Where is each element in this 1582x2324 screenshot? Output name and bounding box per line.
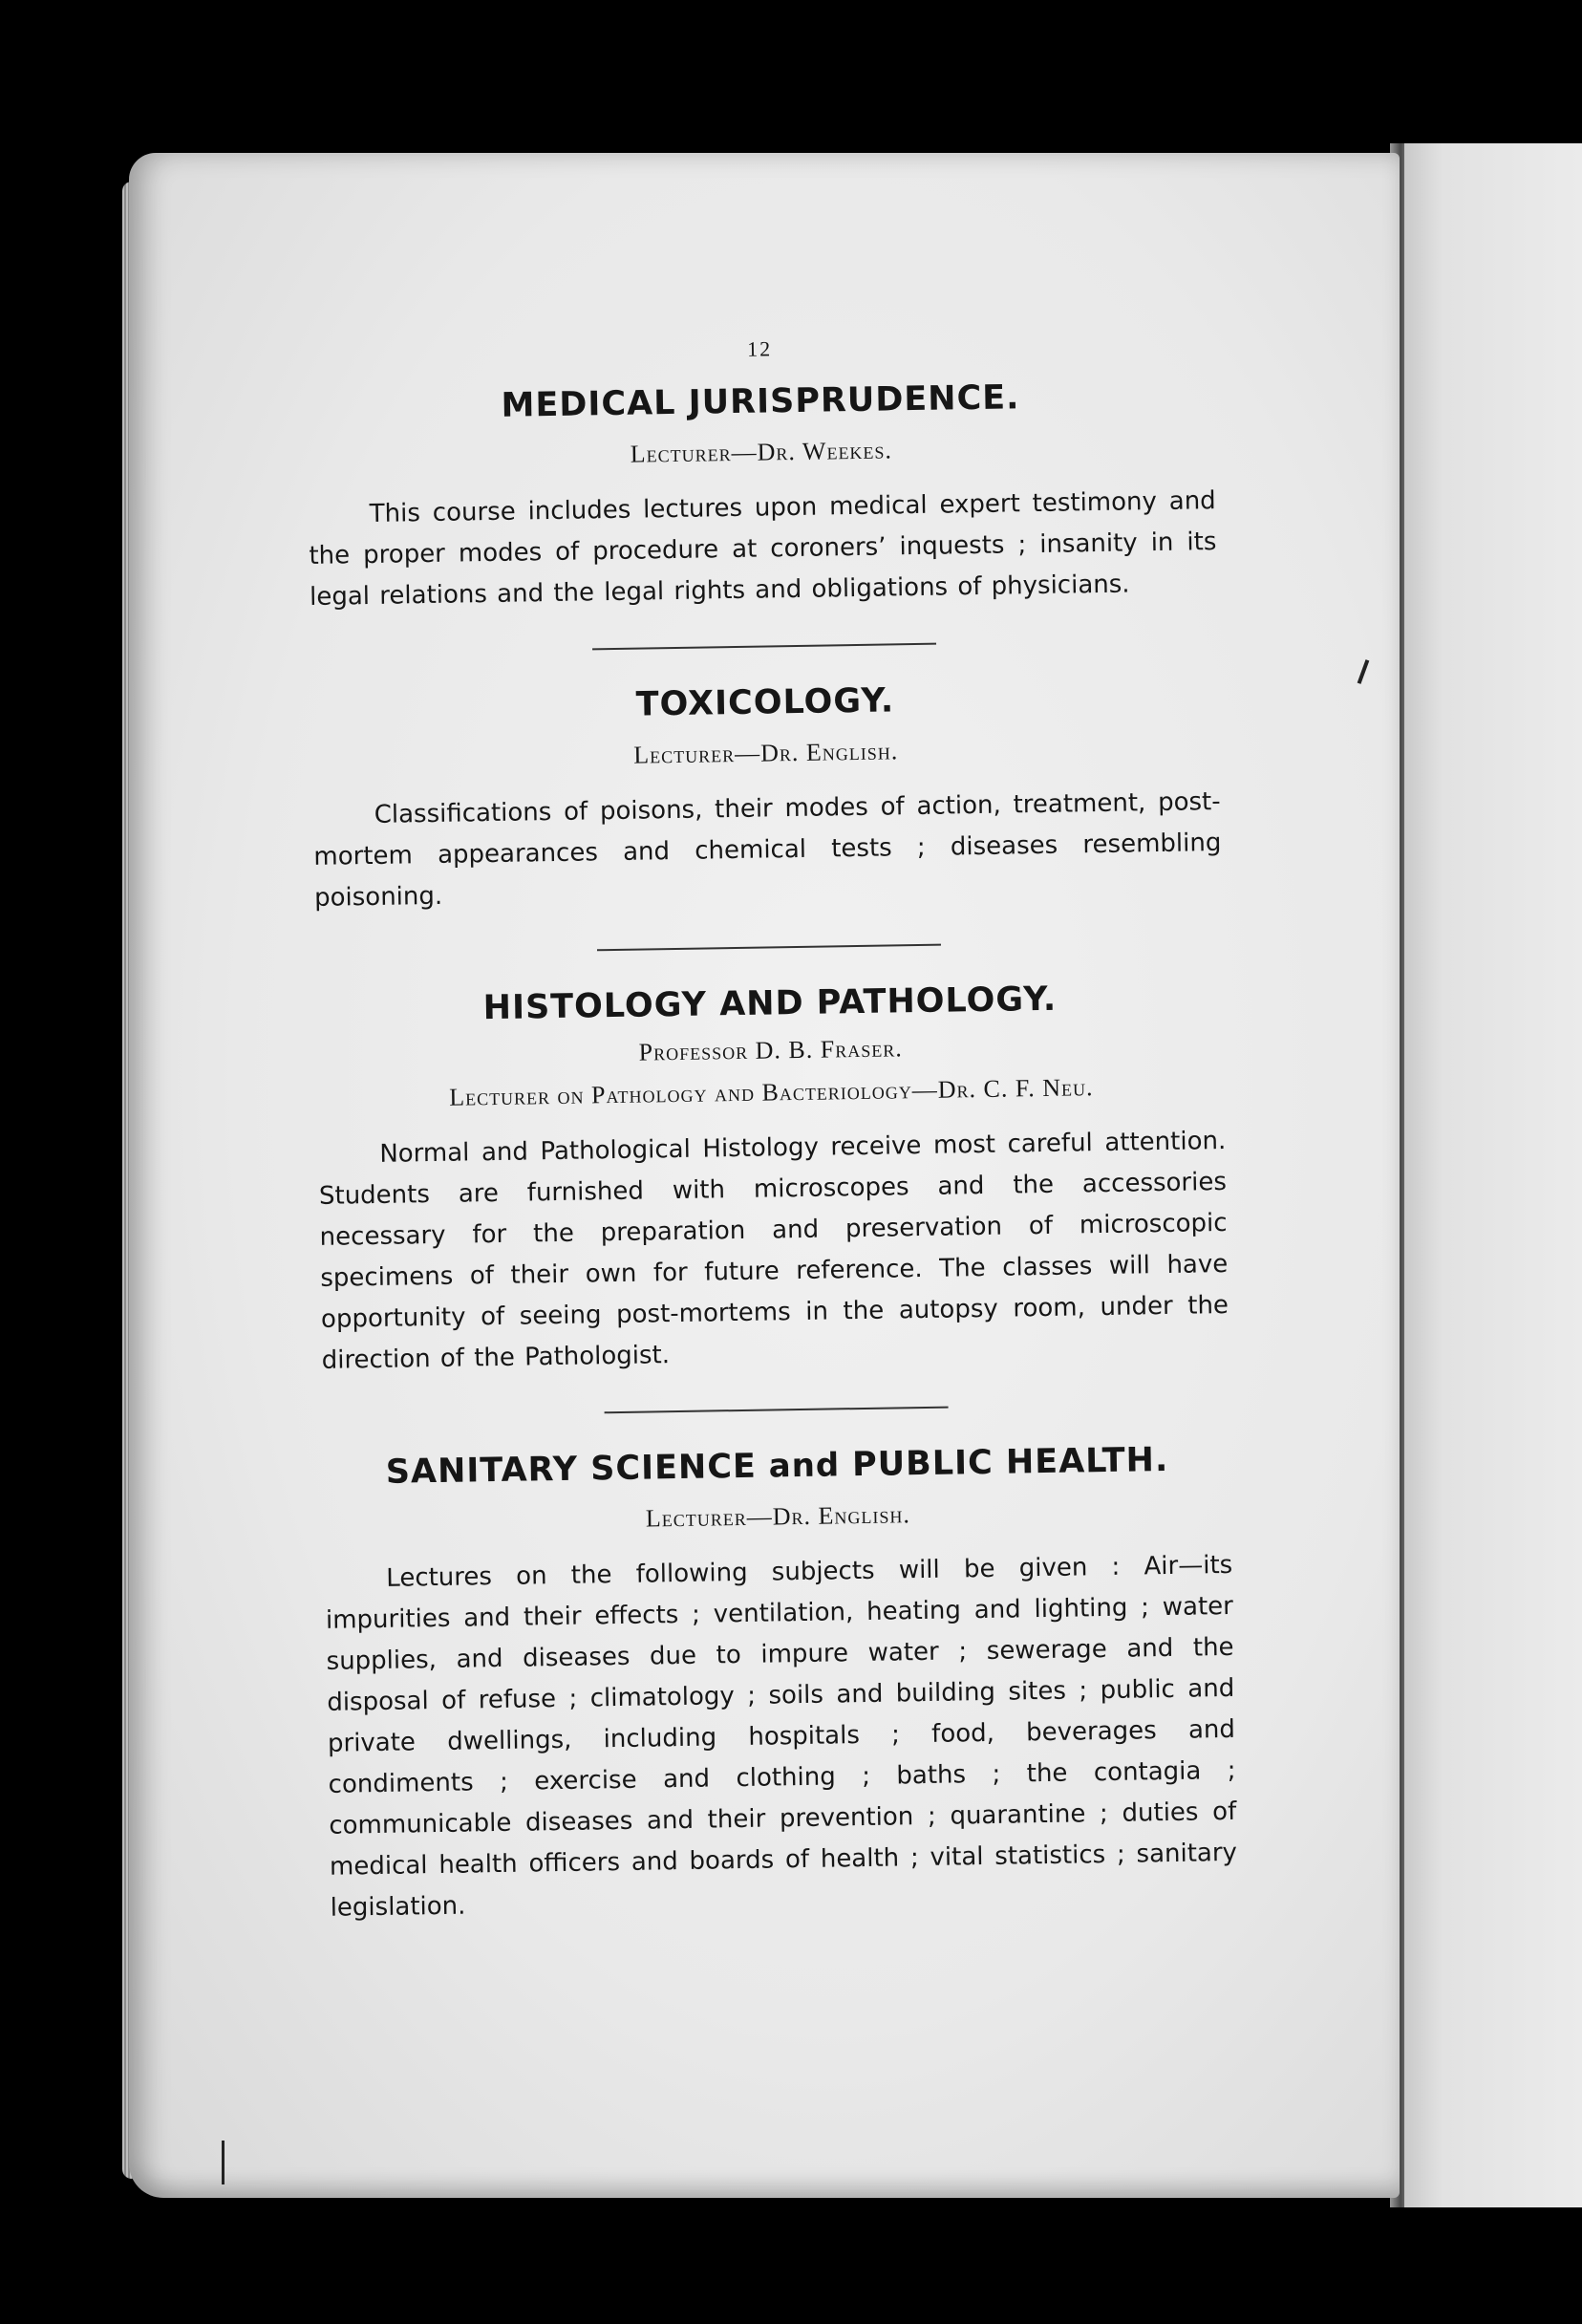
section-title: TOXICOLOGY. — [635, 681, 895, 724]
page-number: 12 — [746, 336, 773, 361]
scan-mark — [222, 2141, 224, 2184]
section-title: HISTOLOGY AND PATHOLOGY. — [482, 979, 1058, 1028]
section-title-part: PUBLIC HEALTH. — [851, 1440, 1169, 1485]
section-divider — [592, 643, 936, 651]
page-content — [306, 330, 1238, 1929]
section-body: Classifications of poisons, their modes of action, treatment, post-mortem appearances and chemical tests ; diseases resembling poisoning. — [313, 787, 1222, 913]
section-title — [323, 1436, 1231, 1496]
lecturer-line: Lecturer—Dr. English. — [633, 737, 899, 769]
lecturer-line: Lecturer on Pathology and Bacteriology—Dr. C. F. Neu. — [448, 1073, 1094, 1111]
section-medical-jurisprudence — [307, 372, 1218, 618]
section-divider — [605, 1407, 949, 1414]
section-title-part: SANITARY SCIENCE — [385, 1447, 758, 1492]
section-sanitary-science — [323, 1436, 1238, 1929]
section-toxicology — [311, 673, 1223, 919]
section-title: MEDICAL JURISPRUDENCE. — [501, 378, 1020, 425]
section-body: Normal and Pathological Histology receive most careful attention. Students are furnished with microscopes and the accessories necessary for the preparation and preservation of microscopic specimens of their own for future reference. The classes will have opportunity of seeing post-mortems in the autopsy room, under the direction of the Pathologist. — [318, 1126, 1229, 1375]
section-histology-pathology — [316, 974, 1229, 1382]
section-divider — [597, 944, 941, 952]
professor-line: Professor D. B. Fraser. — [638, 1034, 903, 1066]
adjacent-page — [1404, 143, 1582, 2207]
lecturer-line: Lecturer—Dr. Weekes. — [630, 436, 893, 468]
section-body: This course includes lectures upon medical expert testimony and the proper modes of procedure at coroners’ inquests ; insanity in its legal relations and the legal rights and obligations of physicians. — [309, 486, 1217, 612]
section-title-part: and — [756, 1446, 853, 1486]
section-body: Lectures on the following subjects will be given : Air—its impurities and their effects ; ventilation, heating and lighting ; water supplies, and diseases due to impure water ; sewerage and the disposal of refuse ; climatology ; soils and building sites ; public and private dwellings, including hospitals ; food, beverages and condiments ; exercise and clothing ; baths ; the contagia ; communicable diseases and their prevention ; quarantine ; duties of medical health officers and boards of health ; vital statistics ; sanitary legislation. — [325, 1550, 1238, 1923]
lecturer-line: Lecturer—Dr. English. — [645, 1500, 911, 1533]
